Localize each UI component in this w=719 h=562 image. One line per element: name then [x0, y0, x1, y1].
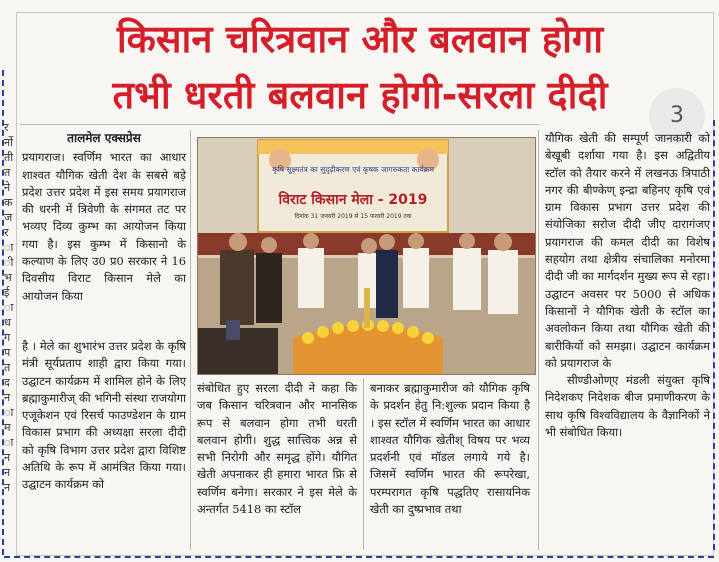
article-column-3	[370, 380, 530, 518]
clipping-border-right	[713, 120, 717, 550]
column-rule	[538, 130, 539, 550]
event-photo-illustration	[198, 138, 535, 374]
left-edge-fragment: द	[4, 376, 10, 389]
left-edge-fragment: ज	[4, 211, 13, 224]
left-edge-fragment: ा	[4, 406, 14, 419]
byline: तालमेल एक्सप्रेस	[67, 131, 141, 145]
left-edge-fragment: त	[4, 166, 11, 179]
photo-banner-sub: दिनांक 31 जनवरी 2019 से 15 फरवरी 2019 तक	[294, 213, 412, 220]
left-edge-fragment: र्नो	[4, 136, 13, 149]
left-edge-fragment: न	[4, 451, 11, 464]
left-edge-fragment: ती	[4, 151, 14, 164]
left-edge-fragment: भ	[4, 271, 12, 284]
left-edge-fragment: न	[4, 391, 11, 404]
left-edge-fragment: ा	[4, 241, 14, 254]
headline-rule	[20, 124, 540, 125]
left-edge-fragment: ध	[4, 316, 11, 329]
headline-line-2: तभी धरती बलवान होगी-सरला दीदी	[112, 73, 608, 117]
headline-line-1: किसान चरित्रवान और बलवान होगा	[116, 17, 604, 61]
paragraph: बनाकर ब्रह्माकुमारीज को यौगिक कृषि के प्रदर्शन हेतु नि:शुल्क प्रदान किया है । इस स्टॉल में स्वर्णिम भारत का आधार शाश्वत यौगिक खेतीश् विषय पर भव्य प्रदर्शनी एवं मॉडल लगाये गये है। जिसमें स्वर्णिम भारत की रूपरेखा, परम्परागत कृषि पद्धतिए रासायनिक खेती का दुष्प्रभाव तथा	[370, 381, 530, 517]
left-edge-fragment: ा	[4, 301, 14, 314]
left-edge-fragment: र	[4, 226, 9, 239]
left-edge-fragment: ई	[4, 286, 10, 299]
left-edge-fragment: र	[4, 121, 9, 134]
paragraph: है । मेले का शुभारंभ उत्तर प्रदेश के कृषि मंत्री सूर्यप्रताप शाही द्वारा किया गया। उद्घाटन कार्यक्रम में शामिल होने के लिए ब्रह्माकुमारीज् की भगिनी संस्था राजयोगा एजूकेशन एवं रिसर्च फाउण्डेशन के ग्राम विकास प्रभाग की अध्यक्षा सरला दीदी को कृषि विभाग उत्तर प्रदेश द्वारा विशिष्ट अतिथि के रूप में आमंत्रित किया गया। उद्घाटन कार्यक्रम को	[22, 339, 186, 492]
column-rule	[363, 378, 364, 550]
article-column-1-continued	[22, 338, 186, 494]
article-column-2	[197, 380, 357, 518]
paragraph: यौगिक खेती की सम्पूर्ण जानकारी को बेखूबी दर्शाया गया है। इस अद्वितीय स्टॉल को तैयार करने में लखनऊ त्रिपाठी नगर की बीण्केण् इन्द्रा बहिनए कृषि एवं ग्राम विकास प्रभाग उत्तर प्रदेश की संयोजिका सरोज दीदी जीए दारागंजए प्रयागराज की कमल दीदी का विशेष सहयोग तथा क्षेत्रीय संचालिका मनोरमा दीदी जी का मार्गदर्शन मुख्य रूप से रहा। उद्घाटन अवसर पर 5000 से अधिक किसानों ने यौगिक खेती के स्टॉल का अवलोकन किया तथा यौगिक खेती की बारीकियों को समझा। उद्घाटन कार्यक्रम को प्रयागराज के	[545, 131, 710, 370]
photo-banner-title: विराट किसान मेला - 2019	[278, 192, 428, 208]
left-edge-fragment: ग	[4, 331, 11, 344]
left-edge-fragment: प	[4, 346, 11, 359]
adjacent-column-fragments	[4, 120, 16, 495]
left-edge-fragment: ा	[4, 436, 14, 449]
paragraph: सीण्डीओण्ए मंडली संयुक्त कृषि निदेशकए निदेशक बीज प्रमाणीकरण के साथ कृषि विश्वविद्यालय के वैज्ञानिकों ने भी संबोधित किया।	[545, 373, 710, 440]
photo-banner-top: कृषि सूक्ष्मतंत्र का सुदृढ़ीकरण एवं कृषक जागरुकता कार्यक्रम	[272, 165, 434, 174]
paragraph: प्रयागराज। स्वर्णिम भारत का आधार शाश्वत यौगिक खेती देश के सबसे बड़े प्रदेश उत्तर प्रदेश में इस समय प्रयागराज की धरनी में त्रिवेणी के संगमत तट पर भव्यए दिव्य कुम्भ का आयोजन किया गया है। इस कुम्भ में किसानो के कल्याण के लिए उ0 प्र0 सरकार ने 16 दिवसीय विराट किसान मेले का आयोजन किया	[22, 150, 186, 303]
left-edge-fragment: क	[4, 196, 13, 209]
page-number-badge: 3	[649, 88, 705, 144]
event-photo	[197, 137, 536, 375]
article-column-4	[545, 130, 710, 441]
article-column-1	[22, 130, 186, 305]
left-edge-fragment: न	[4, 466, 11, 479]
left-edge-fragment: ी	[4, 256, 14, 269]
left-edge-fragment: न	[4, 481, 11, 494]
paragraph: संबोधित हुए सरला दीदी ने कहा कि जब किसान चरित्रवान और मानसिक रूप से बलवान होगा तभी धरती बलवान होगी। शुद्ध सात्त्विक अन्न से सभी निरोगी और समृद्ध होंगे। यौगित खेती अपनाकर ही हमारा भारत फ्रि से स्वर्णिम बनेगा। सरकार ने इस मेले के अन्तर्गत 5418 का स्टॉल	[197, 381, 357, 517]
column-rule	[190, 130, 191, 550]
left-edge-fragment: ने	[4, 181, 11, 194]
left-edge-fragment: त	[4, 361, 11, 374]
clipping-border-bottom	[4, 556, 714, 558]
left-edge-fragment: म	[4, 421, 11, 434]
